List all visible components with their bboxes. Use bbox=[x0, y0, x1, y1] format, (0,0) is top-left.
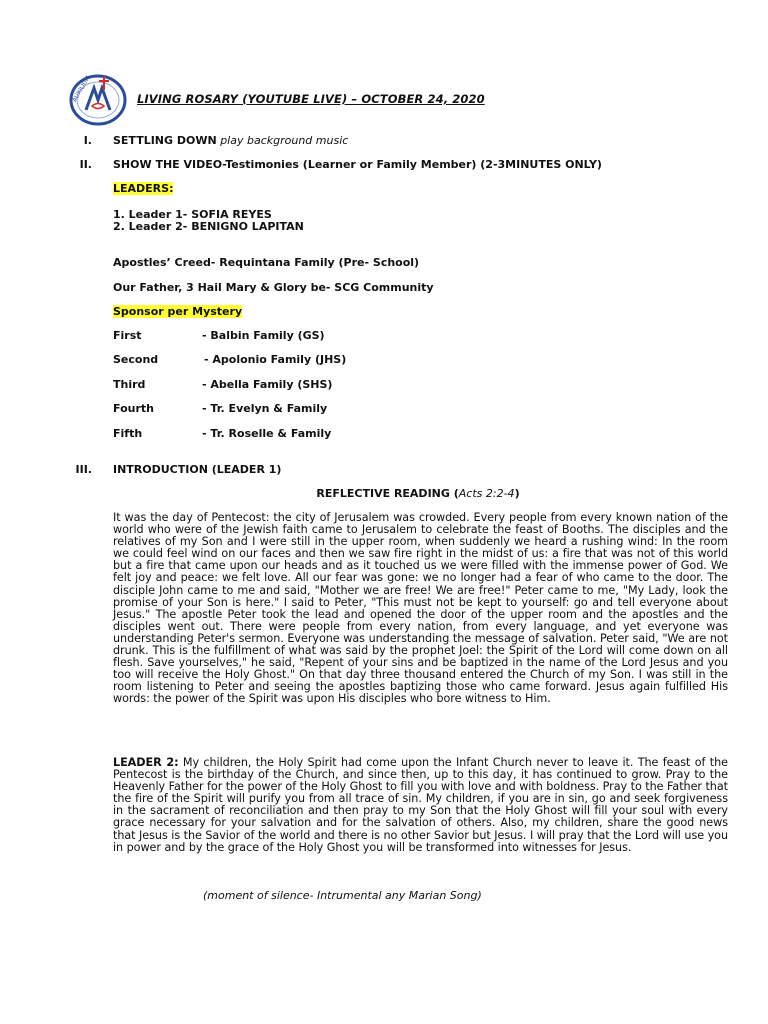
sponsor-second: - Apolonio Family (JHS) bbox=[204, 353, 347, 366]
section-1-heading bbox=[113, 134, 348, 147]
reading-reference: Acts 2:2-4 bbox=[458, 487, 515, 500]
reflective-reading-heading bbox=[113, 487, 723, 500]
leaders-label: LEADERS: bbox=[113, 182, 174, 195]
leaders-label-line bbox=[113, 182, 173, 195]
section-numeral-1: I. bbox=[83, 134, 92, 147]
prayer-line-1: Apostles’ Creed- Requintana Family (Pre- School) bbox=[113, 256, 420, 269]
section-1-title: SETTLING DOWN bbox=[113, 134, 217, 147]
section-numeral-3: III. bbox=[75, 463, 92, 476]
svg-text:AUXILIUM: AUXILIUM bbox=[71, 74, 92, 104]
sponsor-label-line bbox=[113, 305, 242, 318]
mystery-first: First bbox=[113, 329, 142, 342]
leader2-label: LEADER 2: bbox=[113, 756, 179, 769]
leader-item-1: 1. Leader 1- SOFIA REYES bbox=[113, 208, 272, 221]
sponsor-fifth: - Tr. Roselle & Family bbox=[202, 427, 332, 440]
sponsor-third: - Abella Family (SHS) bbox=[202, 378, 333, 391]
moment-of-silence-note: (moment of silence- Intrumental any Marian Song) bbox=[203, 889, 482, 902]
reading-heading-text: REFLECTIVE READING ( bbox=[316, 487, 459, 500]
sponsor-fourth: - Tr. Evelyn & Family bbox=[202, 402, 328, 415]
document-title: LIVING ROSARY (YOUTUBE LIVE) – OCTOBER 24, 2020 bbox=[137, 92, 485, 106]
section-1-note: play background music bbox=[220, 134, 349, 147]
mystery-fourth: Fourth bbox=[113, 402, 154, 415]
sponsor-first: - Balbin Family (GS) bbox=[202, 329, 325, 342]
mystery-second: Second bbox=[113, 353, 159, 366]
leader-item-2: 2. Leader 2- BENIGNO LAPITAN bbox=[113, 220, 304, 233]
prayer-line-2: Our Father, 3 Hail Mary & Glory be- SCG Community bbox=[113, 281, 434, 294]
mystery-fifth: Fifth bbox=[113, 427, 143, 440]
sponsor-label: Sponsor per Mystery bbox=[113, 305, 243, 318]
leader2-text: My children, the Holy Spirit had come upon the Infant Church never to leave it. The feast of the Pentecost is the birthday of the Church, and since then, up to this day, it has continued to grow. Pray to the Heavenly Father for the power of the Holy Ghost to fill you with love and with boldness. Pray to the Father that the fire of the Spirit will purify you from all trace of sin. My children, if you are in sin, go and seek forgiveness in the sacrament of reconciliation and then pray to my Son that the Holy Ghost will fill your soul with every grace necessary for your salvation and for the salvation of others. Also, my children, share the good news that Jesus is the Savior of the world and there is no other Savior but Jesus. I will pray that the Lord will use you in power and by the grace of the Holy Ghost you will be transformed into witnesses for Jesus. bbox=[113, 756, 728, 854]
section-numeral-2: II. bbox=[79, 158, 92, 171]
school-logo bbox=[68, 70, 128, 128]
reading-heading-close: ) bbox=[514, 487, 520, 500]
mystery-third: Third bbox=[113, 378, 146, 391]
leader2-paragraph bbox=[113, 757, 728, 854]
reading-paragraph: It was the day of Pentecost: the city of Jerusalem was crowded. Every people from every known nation of the world who were of the Jewish faith came to Jerusalem to celebrate the feast of Booths. The disciples and the relatives of my Son and I were still in the upper room, when suddenly we heard a rushing wind: In the room we could feel wind on our faces and then we saw fire right in the midst of us: a fire that was not of this world but a fire that came upon our heads and as it touched us we were filled with the immense power of God. We felt joy and peace: we felt love. All our fear was gone: we no longer had a fear of who came to the door. The disciple John came to me and said, "Mother we are free! We are free!" Peter came to me, "My Lady, look the promise of your Son is here." I said to Peter, "This must not be kept to yourself: go and tell everyone about Jesus." The apostle Peter took the lead and opened the door of the upper room and the apostles and the disciples went out. There were people from every nation, from every language, and yet everyone was understanding Peter's sermon. Everyone was understanding the message of salvation. Peter said, "We are not drunk. This is the fulfillment of what was said by the prophet Joel: the Spirit of the Lord will come down on all flesh. Save yourselves," he said, "Repent of your sins and be baptized in the name of the Lord Jesus and you too will receive the Holy Ghost." On that day three thousand entered the Church of my Son. I was still in the room listening to Peter and seeing the apostles baptizing those who came forward. Jesus again fulfilled His words: the power of the Spirit was upon His disciples who bore witness to Him. bbox=[113, 511, 728, 706]
section-3-heading: INTRODUCTION (LEADER 1) bbox=[113, 463, 282, 476]
section-2-heading: SHOW THE VIDEO-Testimonies (Learner or Family Member) (2-3MINUTES ONLY) bbox=[113, 158, 602, 171]
